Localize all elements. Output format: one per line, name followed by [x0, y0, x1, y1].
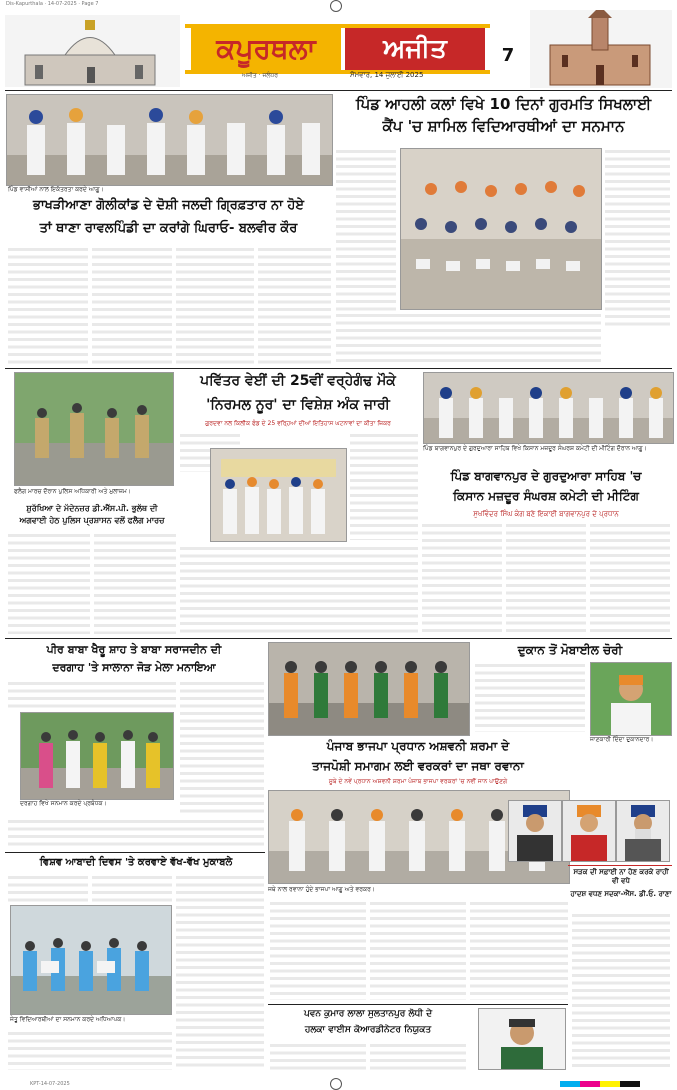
- s11-portrait-image: [479, 1009, 565, 1069]
- s1-body-col-1: [336, 148, 396, 318]
- s7-caption: ਜਾਣਕਾਰੀ ਦਿੰਦਾ ਦੁਕਾਨਦਾਰ।: [590, 736, 654, 743]
- s4-body-col-1: [8, 532, 90, 634]
- s10-body-col-1: [572, 912, 670, 1070]
- church-illustration: [530, 10, 672, 88]
- portrait-2-image: [563, 801, 615, 861]
- portrait-1-image: [509, 801, 561, 861]
- s5-caption: ਪਿੰਡ ਬਾਗਵਾਨਪੁਰ ਦੇ ਗੁਰਦੁਆਰਾ ਸਾਹਿਬ ਵਿਖੇ ਕਿਸਾਨ ਮਜ਼ਦੂਰ ਸੰਘਰਸ਼ ਕਮੇਟੀ ਦੀ ਮੀਟਿੰਗ ਦੌਰਾਨ ਆਗੂ।: [423, 445, 647, 452]
- s8-caption: ਜਥੇ ਨਾਲ ਰਵਾਨਾ ਹੁੰਦੇ ਭਾਜਪਾ ਆਗੂ ਅਤੇ ਵਰਕਰ।: [268, 886, 375, 893]
- s9-body-col-1: [8, 874, 88, 904]
- s1-photo-image: [401, 149, 601, 309]
- s10-top-rule: [568, 865, 672, 866]
- portrait-3-image: [617, 801, 669, 861]
- masthead-sub: ਅਜੀਤ · ਜਲੰਧਰ: [242, 72, 278, 79]
- s8-photo-top: [268, 642, 470, 736]
- s2-body-col-4: [258, 246, 331, 364]
- s5-body-col-3: [590, 522, 670, 634]
- s6-headline-2: ਦਰਗਾਹ 'ਤੇ ਸਾਲਾਨਾ ਜੋੜ ਮੇਲਾ ਮਨਾਇਆ: [52, 661, 216, 674]
- s1-headline-2: ਕੈਂਪ 'ਚ ਸ਼ਾਮਿਲ ਵਿਦਿਆਰਥੀਆਂ ਦਾ ਸਨਮਾਨ: [382, 117, 625, 135]
- portrait-1: [508, 800, 562, 862]
- s5-body-col-1: [422, 522, 502, 634]
- s2-caption: ਪਿੰਡ ਵਾਸੀਆਂ ਨਾਲ ਇਕੱਤਰਤਾ ਕਰਦੇ ਆਗੂ।: [8, 186, 104, 193]
- s1-headline-1: ਪਿੰਡ ਆਹਲੀ ਕਲਾਂ ਵਿਖੇ 10 ਦਿਨਾਂ ਗੁਰਮਤਿ ਸਿਖਲਾਈ: [355, 95, 652, 113]
- s9-body-col-3: [176, 874, 264, 1070]
- s4-caption: ਫਲੈਗ ਮਾਰਚ ਦੌਰਾਨ ਪੁਲਿਸ ਅਧਿਕਾਰੀ ਅਤੇ ਮੁਲਾਜ਼ਮ।: [14, 488, 131, 495]
- s6-photo-dargah: [20, 712, 174, 800]
- rule-s9-top: [5, 852, 265, 853]
- s11-portrait: [478, 1008, 566, 1070]
- s1-body-col-2: [605, 148, 670, 328]
- s3-headline-2: 'ਨਿਰਮਲ ਨੂਰ' ਦਾ ਵਿਸ਼ੇਸ਼ ਅੰਕ ਜਾਰੀ: [206, 397, 390, 413]
- rule-row-2: [5, 638, 672, 639]
- s5-headline-1: ਪਿੰਡ ਬਾਗਵਾਨਪੁਰ ਦੇ ਗੁਰਦੁਆਰਾ ਸਾਹਿਬ 'ਚ: [450, 469, 642, 483]
- s2-photo-image: [7, 95, 332, 185]
- s6-photo-image: [21, 713, 173, 799]
- s9-headline-1: ਵਿਸ਼ਵ ਆਬਾਦੀ ਦਿਵਸ 'ਤੇ ਕਰਵਾਏ ਵੱਖ-ਵੱਖ ਮੁਕਾਬਲੇ: [39, 857, 233, 868]
- s9-body-lower: [8, 1030, 172, 1070]
- masthead-city: ਕਪੂਰਥਲਾ: [191, 28, 341, 70]
- s2-body-col-1: [8, 246, 88, 364]
- s8-headline-1: ਪੰਜਾਬ ਭਾਜਪਾ ਪ੍ਰਧਾਨ ਅਸ਼ਵਨੀ ਸ਼ਰਮਾ ਦੇ: [326, 739, 510, 753]
- s7-photo-image: [591, 663, 671, 735]
- s7-photo-shopkeeper: [590, 662, 672, 736]
- masthead-title-block: [185, 24, 490, 74]
- s9-photo-students: [10, 905, 172, 1015]
- s2-headline-1: ਭਾਖੜੀਆਣਾ ਗੋਲੀਕਾਂਡ ਦੇ ਦੋਸ਼ੀ ਜਲਦੀ ਗ੍ਰਿਫ਼ਤਾਰ ਨਾ ਹੋਏ: [32, 198, 305, 213]
- s4-photo-police: [14, 372, 174, 486]
- s6-body-lower: [8, 818, 264, 848]
- s6-caption: ਦਰਗਾਹ ਵਿਖੇ ਸਨਮਾਨ ਕਰਦੇ ਪ੍ਰਬੰਧਕ।: [20, 800, 107, 807]
- s6-body-col-1: [8, 680, 176, 710]
- s3-body-lower: [180, 545, 418, 635]
- s2-headline-2: ਤਾਂ ਥਾਣਾ ਰਾਵਲਪਿੰਡੀ ਦਾ ਕਰਾਂਗੇ ਘਿਰਾਓ- ਬਲਵੀਰ ਕੌਰ: [39, 221, 298, 236]
- page-number: 7: [494, 42, 522, 70]
- s9-body-col-2: [92, 874, 172, 904]
- s3-kicker: ਗੁਰਦਵਾ ਨਲ ਕਿਲੀਕ ਫੰਡ ਦੇ 25 ਵਰ੍ਹਿਆਂ ਦੀਆਂ ਇਤਿਹਾਸ ਘਟਨਾਵਾਂ ਦਾ ਕੀਤਾ ਜ਼ਿਕਰ: [205, 420, 391, 427]
- masthead: [0, 10, 677, 90]
- s3-body-col-2: [350, 432, 418, 540]
- rule-row-1: [5, 368, 672, 369]
- s1-body-lower: [336, 312, 601, 362]
- s8-body-col-2: [370, 900, 466, 1000]
- s8-body-col-3: [470, 900, 568, 1000]
- rule-s11-top: [268, 1004, 568, 1005]
- s5-headline-2: ਕਿਸਾਨ ਮਜ਼ਦੂਰ ਸੰਘਰਸ਼ ਕਮੇਟੀ ਦੀ ਮੀਟਿੰਗ: [453, 489, 639, 503]
- gurdwara-illustration: [5, 15, 180, 87]
- s5-photo-image: [424, 373, 673, 443]
- portrait-2: [562, 800, 616, 862]
- s1-photo-students: [400, 148, 602, 310]
- masthead-rule: [5, 90, 672, 91]
- s10-headline-1: ਸੜਕ ਦੀ ਸਫ਼ਾਈ ਨਾ ਹੋਣ ਕਰਕੇ ਰਾਹੀਂ ਵੀ ਵਧੇ: [573, 868, 669, 885]
- s6-body-col-2: [180, 680, 264, 815]
- s3-photo-image: [211, 449, 346, 541]
- s6-headline-1: ਪੀਰ ਬਾਬਾ ਖੈਰੂ ਸ਼ਾਹ ਤੇ ਬਾਬਾ ਸਰਾਜਦੀਨ ਦੀ: [46, 643, 222, 656]
- masthead-date: ਸੋਮਵਾਰ, 14 ਜੁਲਾਈ 2025: [350, 71, 424, 79]
- s9-photo-image: [11, 906, 171, 1014]
- color-bar: [560, 1081, 640, 1087]
- print-slug-top: Dis-Kapurthala · 14-07-2025 · Page 7: [6, 1, 99, 7]
- masthead-paper: ਅਜੀਤ: [345, 28, 485, 70]
- s5-body-col-2: [506, 522, 586, 634]
- s11-headline-1: ਪਵਨ ਕੁਮਾਰ ਲਾਲਾ ਸੁਲਤਾਨਪੁਰ ਲੋਧੀ ਦੇ: [303, 1009, 433, 1019]
- s10-headline-2: ਹਾਦਸ਼ ਵਧਣ ਸਦਕਾ-ਐੱਸ. ਡੀ.ਓ. ਰਾਣਾ: [570, 890, 672, 898]
- s11-body-col-1: [270, 1042, 366, 1072]
- s4-photo-image: [15, 373, 173, 485]
- s5-kicker: ਸੁਖਵਿੰਦਰ ਸਿੰਘ ਕੰਗ ਬਣੇ ਇਕਾਈ ਬਾਗਵਾਨਪੁਰ ਦੇ ਪ੍ਰਧਾਨ: [473, 510, 619, 518]
- s3-headline-1: ਪਵਿੱਤਰ ਵੇਈਂ ਦੀ 25ਵੀਂ ਵਰ੍ਹੇਗੰਢ ਮੌਕੇ: [200, 373, 396, 389]
- s8-kicker: ਸੂਬੇ ਦੇ ਨਵੇਂ ਪ੍ਰਧਾਨ ਅਸ਼ਵਨੀ ਸ਼ਰਮਾ ਪੰਜਾਬ ਭਾਜਪਾ ਵਰਕਰਾਂ 'ਚ ਨਵੀਂ ਜਾਨ ਪਾਉਣਗੇ: [328, 778, 508, 785]
- s8-body-col-1: [270, 900, 366, 1000]
- s8-headline-2: ਤਾਜਪੋਸ਼ੀ ਸਮਾਗਮ ਲਈ ਵਰਕਰਾਂ ਦਾ ਜਥਾ ਰਵਾਨਾ: [312, 759, 524, 773]
- s3-photo-release: [210, 448, 347, 542]
- print-slug-bottom: KPT-14-07-2025: [30, 1081, 70, 1087]
- portrait-3: [616, 800, 670, 862]
- s5-photo-meeting: [423, 372, 674, 444]
- s9-caption: ਜੇਤੂ ਵਿਦਿਆਰਥੀਆਂ ਦਾ ਸਨਮਾਨ ਕਰਦੇ ਅਧਿਆਪਕ।: [10, 1016, 126, 1023]
- s4-headline-2: ਅਗਵਾਈ ਹੇਠ ਪੁਲਿਸ ਪ੍ਰਸ਼ਾਸਨ ਵਲੋਂ ਫਲੈਗ ਮਾਰਚ: [19, 516, 165, 525]
- s7-headline-1: ਦੁਕਾਨ ਤੋਂ ਮੋਬਾਈਲ ਚੋਰੀ: [517, 643, 623, 657]
- s4-body-col-2: [94, 532, 176, 634]
- s2-body-col-2: [92, 246, 172, 364]
- registration-mark-bottom: [330, 1078, 342, 1090]
- s2-photo-villagers: [6, 94, 333, 186]
- s2-body-col-3: [176, 246, 254, 364]
- s8-photo-top-image: [269, 643, 469, 735]
- s11-headline-2: ਹਲਕਾ ਵਾਈਸ ਕੋਆਰਡੀਨੇਟਰ ਨਿਯੁਕਤ: [304, 1025, 432, 1035]
- s7-body-col-1: [475, 662, 585, 732]
- s11-body-col-2: [370, 1042, 466, 1072]
- s4-headline-1: ਸ਼ੁਰੱਖਿਆ ਦੇ ਮੱਦੇਨਜ਼ਰ ਡੀ.ਐੱਸ.ਪੀ. ਭੁਲੱਥ ਦੀ: [26, 504, 158, 513]
